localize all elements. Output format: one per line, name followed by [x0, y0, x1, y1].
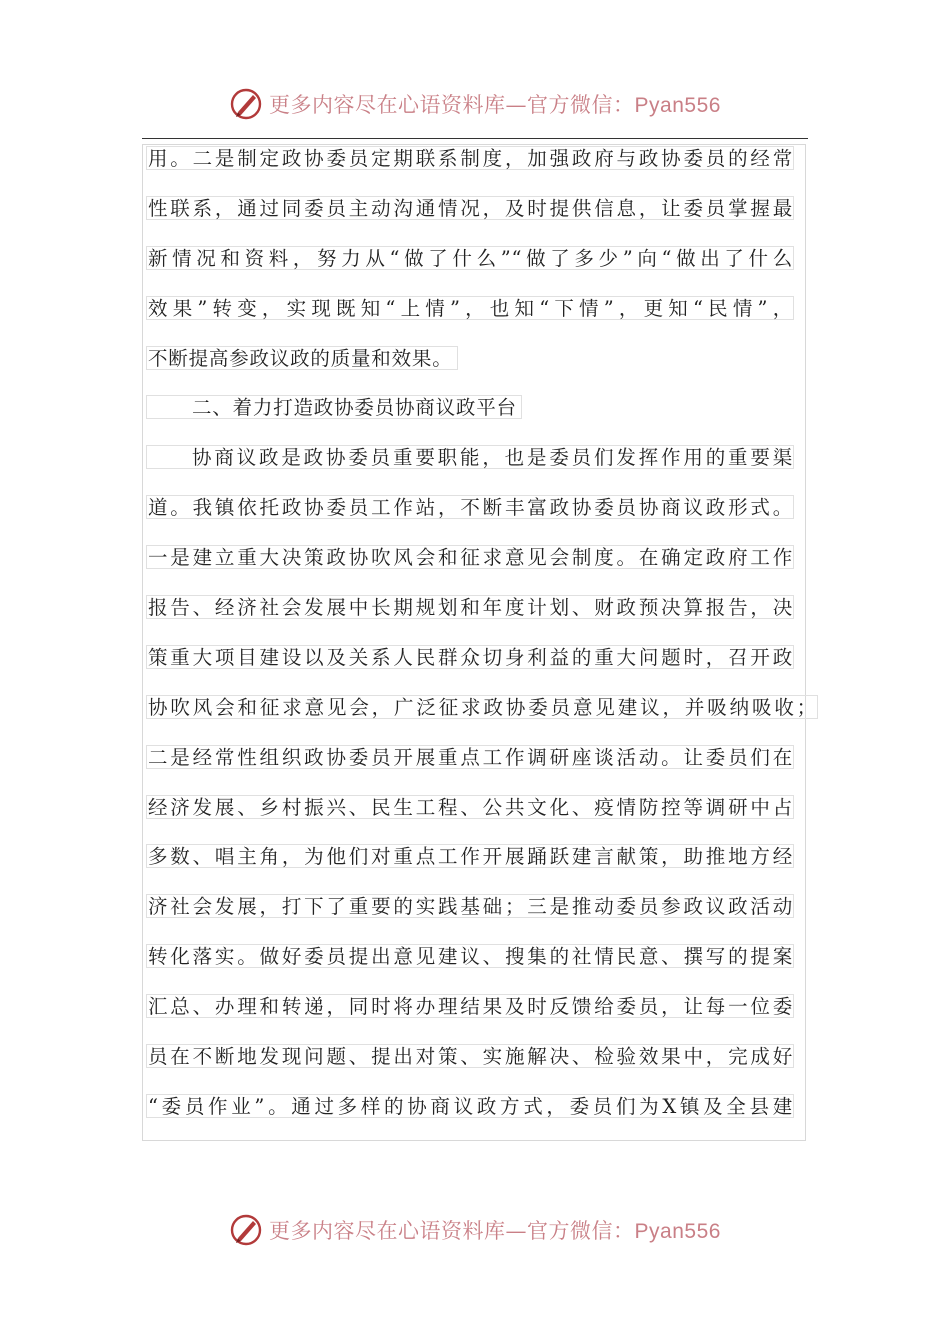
- document-body: [146, 146, 817, 1144]
- body-line: 二是经常性组织政协委员开展重点工作调研座谈活动。让委员们在: [148, 745, 793, 769]
- footer-banner-label: 更多内容尽在心语资料库—官方微信：: [269, 1219, 635, 1243]
- pen-logo-icon: [229, 87, 263, 121]
- body-line: 道。我镇依托政协委员工作站，不断丰富政协委员协商议政形式。: [148, 496, 793, 520]
- body-line: 济社会发展，打下了重要的实践基础；三是推动委员参政议政活动: [148, 895, 793, 919]
- header-wechat-id: Pyan556: [634, 94, 721, 117]
- body-line: 协吹风会和征求意见会，广泛征求政协委员意见建议，并吸纳吸收；: [148, 695, 817, 719]
- header-banner: [0, 82, 950, 126]
- body-line: 性联系，通过同委员主动沟通情况，及时提供信息，让委员掌握最: [148, 196, 793, 220]
- footer-banner-text: [269, 1215, 721, 1245]
- header-banner-label: 更多内容尽在心语资料库—官方微信：: [269, 93, 635, 117]
- body-line: 员在不断地发现问题、提出对策、实施解决、检验效果中，完成好: [148, 1045, 793, 1069]
- body-line: “委员作业”。通过多样的协商议政方式，委员们为X镇及全县建: [148, 1094, 793, 1118]
- body-line: 协商议政是政协委员重要职能，也是委员们发挥作用的重要渠: [146, 445, 794, 469]
- footer-banner: [0, 1208, 950, 1252]
- body-line: 不断提高参政议政的质量和效果。: [146, 346, 458, 370]
- body-line: 策重大项目建设以及关系人民群众切身利益的重大问题时，召开政: [148, 645, 793, 669]
- body-line: 一是建立重大决策政协吹风会和征求意见会制度。在确定政府工作: [148, 546, 793, 570]
- body-line: 转化落实。做好委员提出意见建议、搜集的社情民意、撰写的提案: [148, 945, 793, 969]
- header-divider: [142, 138, 808, 139]
- body-line: 汇总、办理和转递，同时将办理结果及时反馈给委员，让每一位委: [148, 995, 793, 1019]
- body-line: 用。二是制定政协委员定期联系制度，加强政府与政协委员的经常: [148, 147, 793, 170]
- body-line: 效果”转变，实现既知“上情”，也知“下情”，更知“民情”，: [148, 296, 793, 320]
- section-heading: 二、着力打造政协委员协商议政平台: [146, 395, 522, 419]
- body-line: 报告、经济社会发展中长期规划和年度计划、财政预决算报告，决: [148, 596, 793, 620]
- body-line: 经济发展、乡村振兴、民生工程、公共文化、疫情防控等调研中占: [148, 795, 793, 819]
- body-line: 新情况和资料，努力从“做了什么”“做了多少”向“做出了什么: [148, 246, 793, 270]
- footer-wechat-id: Pyan556: [634, 1220, 721, 1243]
- body-line: 多数、唱主角，为他们对重点工作开展踊跃建言献策，助推地方经: [148, 845, 793, 869]
- pen-logo-icon: [229, 1213, 263, 1247]
- header-banner-text: [269, 89, 721, 119]
